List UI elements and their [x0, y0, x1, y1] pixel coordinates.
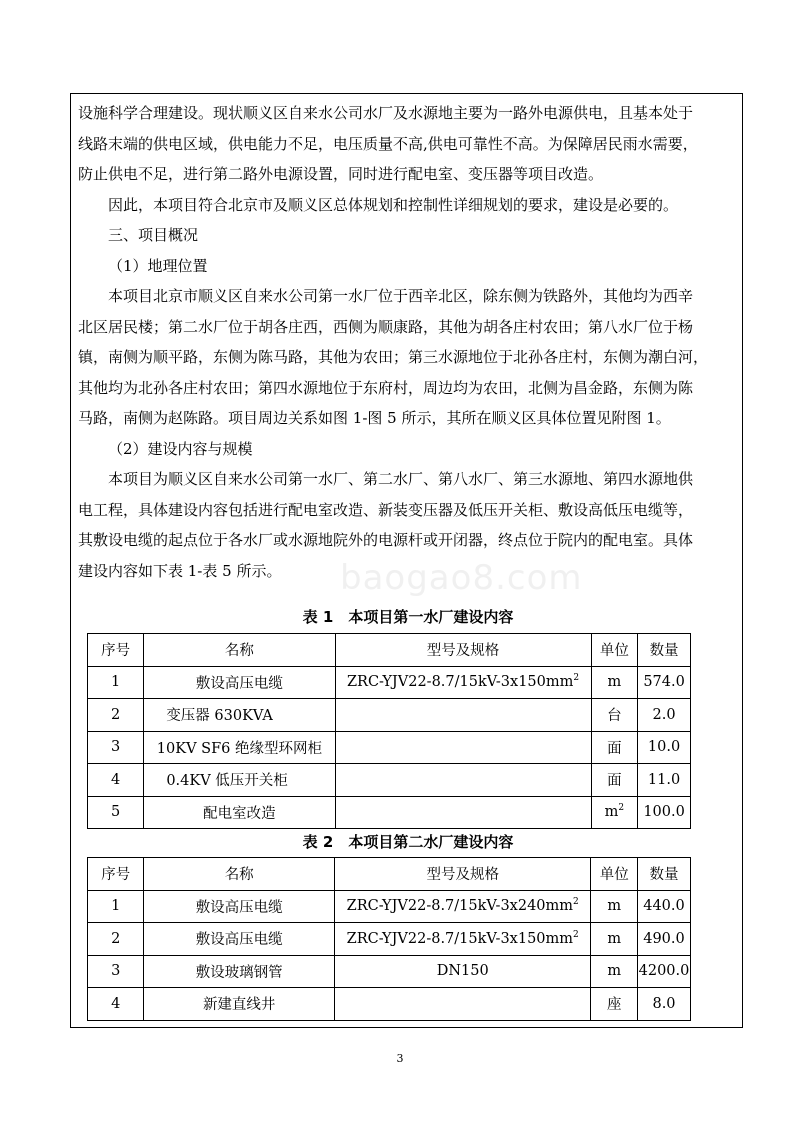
cell-model: ZRC-$YJV22-8.7/15kV-3x240mm^2$	[334, 890, 591, 923]
paragraph-line: 电工程，具体建设内容包括进行配电室改造、新装变压器及低压开关柜、敷设高低压电缆等，	[78, 500, 694, 519]
table-header-row	[88, 858, 691, 891]
cell-seq: 1	[88, 666, 144, 699]
cell-qty: 440.0	[638, 890, 691, 923]
cell-qty: 100.0	[638, 796, 691, 829]
cell-model	[334, 988, 591, 1021]
cell-unit: m	[591, 890, 638, 923]
header-seq: 序号	[88, 858, 144, 891]
cell-qty: 4200.0	[638, 955, 691, 988]
cell-qty: 8.0	[638, 988, 691, 1021]
subsection-title-scope: （2）建设内容与规模	[108, 439, 253, 458]
cell-qty: 490.0	[638, 923, 691, 956]
cell-unit: m	[591, 923, 638, 956]
document-body	[78, 98, 738, 1021]
header-model: 型号及规格	[335, 634, 591, 667]
table-row	[88, 923, 691, 956]
paragraph-line: 镇，南侧为顺平路，东侧为陈马路，其他为农田；第三水源地位于北孙各庄村，东侧为潮白河，	[78, 348, 709, 366]
cell-seq: 4	[88, 988, 144, 1021]
subsection-title-location: （1）地理位置	[108, 256, 208, 275]
page-number: 3	[396, 1052, 404, 1065]
table-row	[88, 796, 691, 829]
cell-name: 敷设玻璃钢管	[144, 955, 335, 988]
cell-name: 敷设高压电缆	[144, 666, 335, 699]
cell-model: ZRC-$YJV22-8.7/15kV-3x150mm^2$	[335, 666, 591, 699]
cell-unit: 面	[591, 764, 638, 797]
cell-unit: $m^2$	[591, 796, 638, 829]
table2-caption: 表 2 本项目第二水厂建设内容	[302, 833, 514, 851]
header-qty: 数量	[638, 634, 691, 667]
header-qty: 数量	[638, 858, 691, 891]
cell-name: 变压器 630KVA	[144, 699, 335, 732]
cell-qty: 11.0	[638, 764, 691, 797]
paragraph-line: 其敷设电缆的起点位于各水厂或水源地院外的电源杆或开闭器，终点位于院内的配电室。具体	[78, 531, 694, 549]
paragraph-line: 北区居民楼；第二水厂位于胡各庄西，西侧为顺康路，其他为胡各庄村农田；第八水厂位于杨	[78, 317, 694, 336]
cell-seq: 3	[88, 955, 144, 988]
paragraph-line: 其他均为北孙各庄村农田；第四水源地位于东府村，周边均为农田，北侧为昌金路，东侧为陈	[78, 378, 694, 397]
table-row	[88, 764, 691, 797]
cell-seq: 2	[88, 923, 144, 956]
table1	[87, 633, 691, 829]
paragraph-line: 马路，南侧为赵陈路。项目周边关系如图 1-图 5 所示，其所在顺义区具体位置见附图 1。	[78, 409, 671, 427]
cell-model	[335, 764, 591, 797]
table-row	[88, 955, 691, 988]
cell-seq: 3	[88, 731, 144, 764]
paragraph-line: 建设内容如下表 1-表 5 所示。	[78, 561, 282, 580]
cell-model	[335, 796, 591, 829]
table-header-row	[88, 634, 691, 667]
paragraph-line: 本项目为顺义区自来水公司第一水厂、第二水厂、第八水厂、第三水源地、第四水源地供	[108, 470, 694, 488]
cell-name: 新建直线井	[144, 988, 335, 1021]
cell-name: 配电室改造	[144, 796, 335, 829]
cell-seq: 2	[88, 699, 144, 732]
cell-unit: m	[591, 666, 638, 699]
cell-name: 敷设高压电缆	[144, 923, 335, 956]
table-row	[88, 699, 691, 732]
cell-unit: 座	[591, 988, 638, 1021]
paragraph-line: 设施科学合理建设。现状顺义区自来水公司水厂及水源地主要为一路外电源供电，且基本处于	[78, 104, 694, 122]
table2	[87, 857, 691, 1021]
cell-name: 10KV SF6 绝缘型环网柜	[144, 731, 335, 764]
conclusion-paragraph: 因此，本项目符合北京市及顺义区总体规划和控制性详细规划的要求，建设是必要的。	[108, 195, 679, 214]
paragraph-line: 防止供电不足，进行第二路外电源设置，同时进行配电室、变压器等项目改造。	[78, 165, 604, 183]
cell-unit: 面	[591, 731, 638, 764]
header-name: 名称	[144, 858, 335, 891]
table-row	[88, 666, 691, 699]
table-row	[88, 890, 691, 923]
header-name: 名称	[144, 634, 335, 667]
header-seq: 序号	[88, 634, 144, 667]
table-row	[88, 988, 691, 1021]
paragraph-line: 线路末端的供电区域，供电能力不足，电压质量不高,供电可靠性不高。为保障居民雨水需要，	[78, 134, 698, 153]
cell-unit: 台	[591, 699, 638, 732]
cell-qty: 10.0	[638, 731, 691, 764]
table1-caption: 表 1 本项目第一水厂建设内容	[302, 608, 514, 626]
cell-name: 0.4KV 低压开关柜	[144, 764, 335, 797]
header-model: 型号及规格	[334, 858, 591, 891]
watermark: baogao8.com	[340, 558, 583, 598]
cell-qty: 574.0	[638, 666, 691, 699]
cell-seq: 1	[88, 890, 144, 923]
cell-unit: m	[591, 955, 638, 988]
section-heading: 三、项目概况	[108, 226, 199, 244]
cell-model: ZRC-$YJV22-8.7/15kV-3x150mm^2$	[334, 923, 591, 956]
cell-name: 敷设高压电缆	[144, 890, 335, 923]
table-row	[88, 731, 691, 764]
header-unit: 单位	[591, 634, 638, 667]
header-unit: 单位	[591, 858, 638, 891]
cell-qty: 2.0	[638, 699, 691, 732]
cell-model	[335, 731, 591, 764]
cell-seq: 4	[88, 764, 144, 797]
cell-model: DN150	[334, 955, 591, 988]
cell-seq: 5	[88, 796, 144, 829]
cell-model	[335, 699, 591, 732]
paragraph-line: 本项目北京市顺义区自来水公司第一水厂位于西辛北区，除东侧为铁路外，其他均为西辛	[108, 287, 694, 305]
